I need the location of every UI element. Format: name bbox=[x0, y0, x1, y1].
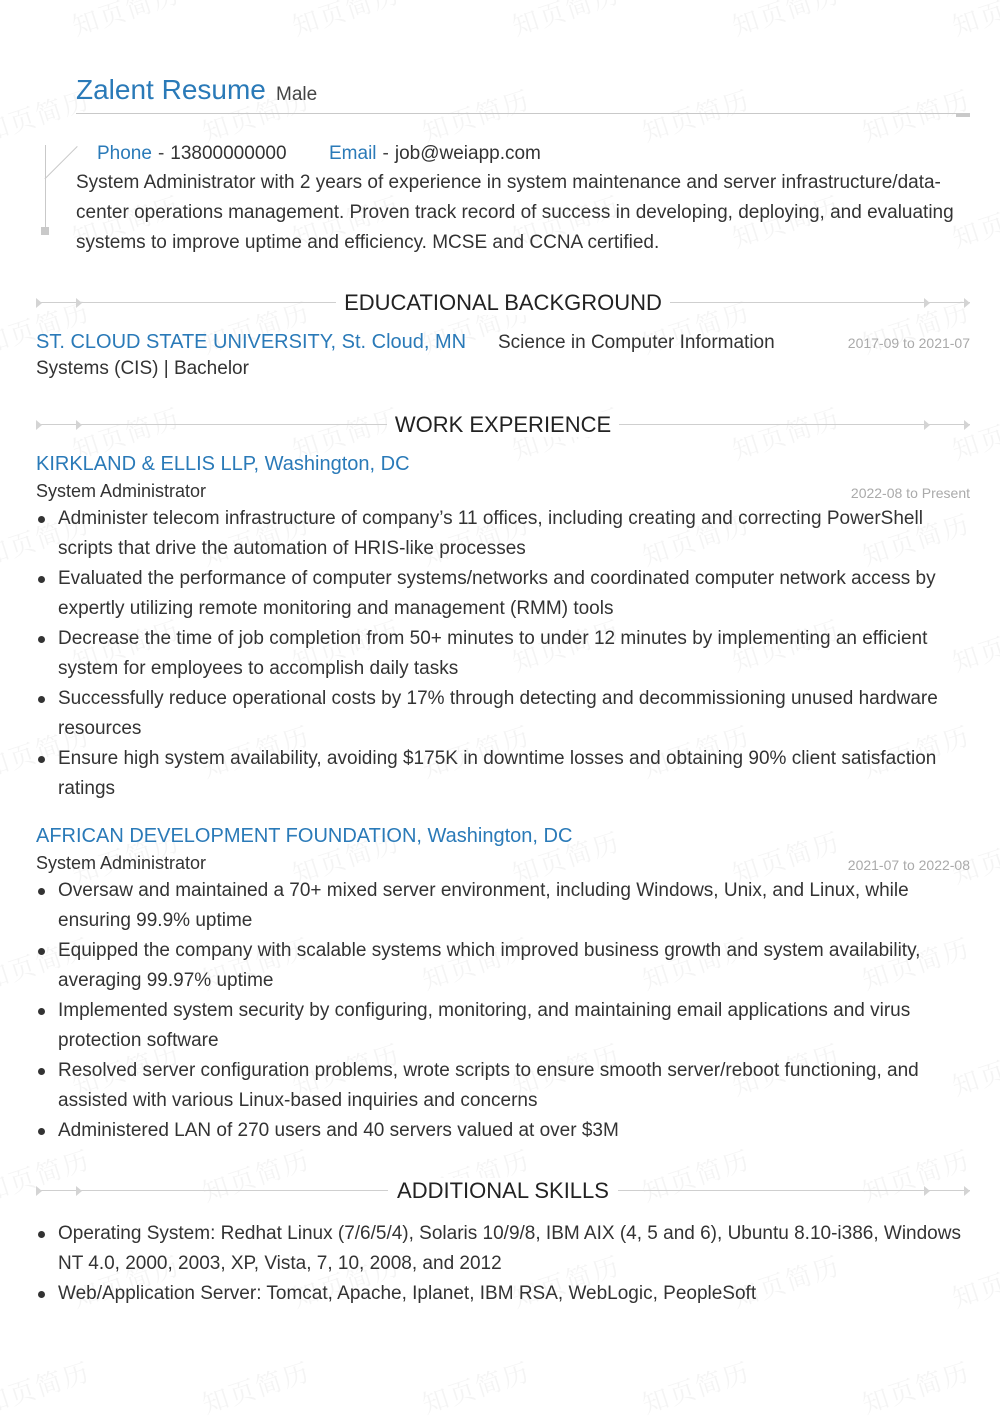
phone-separator: - bbox=[157, 143, 165, 164]
job-company: AFRICAN DEVELOPMENT FOUNDATION, Washington, DC bbox=[36, 825, 573, 847]
bullet-text: Implemented system security by configuring, monitoring, and maintaining email applications and virus protection software bbox=[58, 1000, 911, 1051]
skills-section-title: ADDITIONAL SKILLS bbox=[389, 1178, 617, 1203]
job-bullet-list bbox=[36, 876, 966, 1146]
bullet-text: Decrease the time of job completion from 50+ minutes to under 12 minutes by implementing an efficient system for employees to accomplish daily tasks bbox=[58, 628, 928, 679]
job-date: 2022-08 to Present bbox=[850, 485, 970, 501]
bullet-text: Equipped the company with scalable systems which improved business growth and system availability, averaging 99.97% uptime bbox=[58, 940, 921, 991]
email-contact bbox=[329, 143, 541, 165]
skill-text: Web/Application Server: Tomcat, Apache, Iplanet, IBM RSA, WebLogic, PeopleSoft bbox=[58, 1283, 757, 1304]
watermark-text bbox=[0, 1352, 95, 1421]
profile-summary: System Administrator with 2 years of experience in system maintenance and server infrastructure/data-center operations management. Proven track record of success in developing, deploying, and evaluating systems to improve uptime and efficiency. MCSE and CCNA certified. bbox=[76, 172, 954, 253]
email-value: job@weiapp.com bbox=[394, 143, 541, 164]
watermark-text bbox=[727, 0, 845, 43]
list-item bbox=[36, 504, 966, 564]
header-frame-left-rule bbox=[45, 145, 46, 230]
skills-section-header bbox=[36, 1176, 970, 1206]
email-separator: - bbox=[382, 143, 389, 164]
list-item bbox=[36, 1116, 966, 1146]
job-company: KIRKLAND & ELLIS LLP, Washington, DC bbox=[36, 453, 410, 475]
header-frame-square-marker bbox=[41, 227, 49, 235]
work-section-title: WORK EXPERIENCE bbox=[387, 412, 619, 437]
list-item bbox=[36, 564, 966, 624]
list-item bbox=[36, 624, 966, 684]
bullet-text: Resolved server configuration problems, wrote scripts to ensure smooth server/reboot functioning, and assisted with various Linux-based inquiries and concerns bbox=[58, 1060, 919, 1111]
watermark-text bbox=[197, 1352, 315, 1421]
education-date: 2017-09 to 2021-07 bbox=[847, 335, 970, 351]
watermark-text bbox=[947, 0, 1000, 43]
list-item bbox=[36, 936, 966, 996]
phone-contact bbox=[97, 143, 287, 165]
list-item bbox=[36, 744, 966, 804]
phone-label: Phone bbox=[97, 143, 152, 164]
email-label: Email bbox=[329, 143, 377, 164]
header-frame-end-marker bbox=[956, 113, 970, 117]
job-bullet-list bbox=[36, 504, 966, 804]
list-item bbox=[36, 1279, 966, 1309]
watermark-text bbox=[417, 80, 535, 150]
watermark-text bbox=[637, 1352, 755, 1421]
job-role: System Administrator bbox=[36, 853, 207, 873]
skill-text: Operating System: Redhat Linux (7/6/5/4), Solaris 10/9/8, IBM AIX (4, 5 and 6), Ubuntu 8.10-i386, Windows NT 4.0, 2000, 2003, XP, Vista, 7, 10, 2008, and 2012 bbox=[58, 1223, 961, 1274]
bullet-text: Successfully reduce operational costs by 17% through detecting and decommissioning unused hardware resources bbox=[58, 688, 938, 739]
list-item bbox=[36, 876, 966, 936]
skills-bullet-list bbox=[36, 1219, 966, 1309]
education-major: Science in Computer Information bbox=[498, 332, 775, 353]
candidate-gender: Male bbox=[276, 84, 318, 105]
watermark-text bbox=[417, 1352, 535, 1421]
list-item bbox=[36, 1219, 966, 1279]
bullet-text: Administered LAN of 270 users and 40 servers valued at over $3M bbox=[58, 1120, 619, 1141]
bullet-text: Evaluated the performance of computer systems/networks and coordinated computer network access by expertly utilizing remote monitoring and management (RMM) tools bbox=[58, 568, 936, 619]
watermark-text bbox=[857, 1352, 975, 1421]
list-item bbox=[36, 996, 966, 1056]
job-role: System Administrator bbox=[36, 481, 207, 501]
candidate-name: Zalent Resume bbox=[76, 74, 266, 105]
watermark-text bbox=[637, 80, 755, 150]
header-frame-top-rule bbox=[76, 113, 956, 114]
work-section-header bbox=[36, 410, 970, 440]
bullet-text: Ensure high system availability, avoiding $175K in downtime losses and obtaining 90% client satisfaction ratings bbox=[58, 748, 937, 799]
header-frame-corner bbox=[44, 146, 77, 179]
education-section-title: EDUCATIONAL BACKGROUND bbox=[336, 290, 670, 315]
bullet-text: Oversaw and maintained a 70+ mixed server environment, including Windows, Unix, and Linux, while ensuring 99.9% uptime bbox=[58, 880, 909, 931]
education-degree: Systems (CIS) | Bachelor bbox=[36, 358, 249, 379]
bullet-text: Administer telecom infrastructure of company’s 11 offices, including creating and correcting PowerShell scripts that drive the automation of HRIS-like processes bbox=[58, 508, 923, 559]
list-item bbox=[36, 684, 966, 744]
watermark-text bbox=[67, 0, 185, 43]
watermark-text bbox=[287, 0, 405, 43]
watermark-text bbox=[507, 0, 625, 43]
phone-value: 13800000000 bbox=[170, 143, 287, 164]
job-date: 2021-07 to 2022-08 bbox=[847, 857, 970, 873]
education-section-header bbox=[36, 288, 970, 318]
list-item bbox=[36, 1056, 966, 1116]
education-school: ST. CLOUD STATE UNIVERSITY, St. Cloud, MN bbox=[36, 331, 467, 353]
